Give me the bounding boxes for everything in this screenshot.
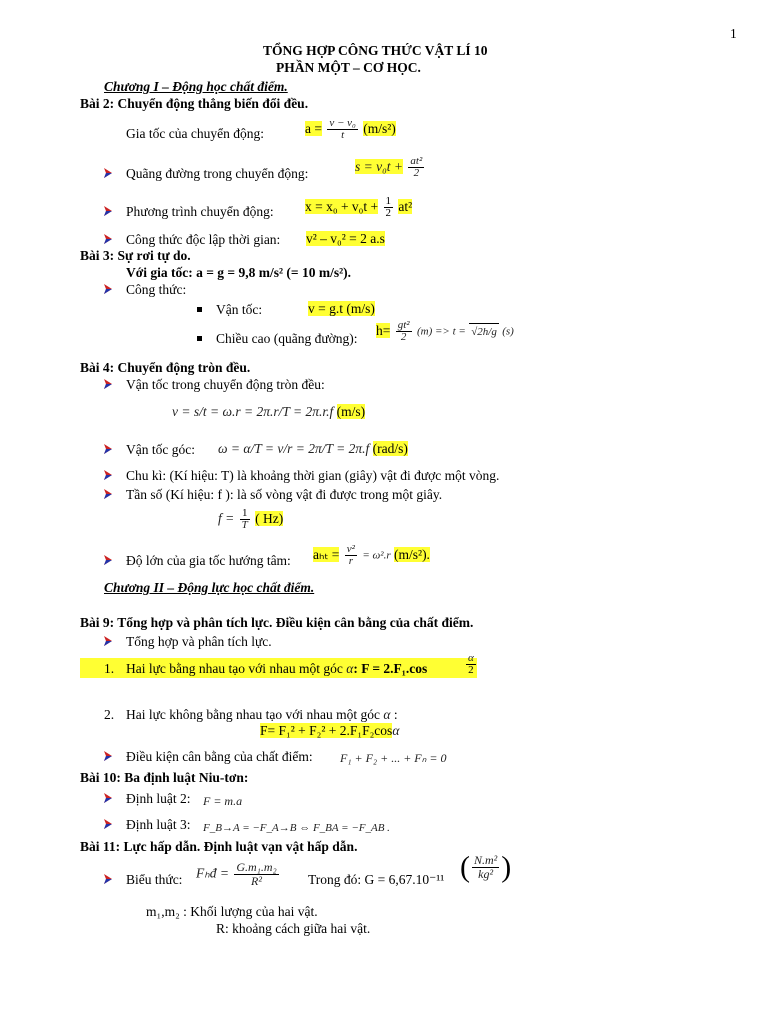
freq-unit: ( Hz) (255, 510, 284, 526)
independent-formula (306, 231, 385, 247)
distance-formula (355, 156, 426, 179)
arrow-bullet-icon (103, 818, 115, 830)
centripetal-tail: = ω².r (362, 549, 391, 562)
law2-formula: F = m.a (203, 794, 243, 808)
distance-den: 2 (413, 167, 420, 179)
arrow-bullet-icon (103, 233, 115, 245)
bai9-item2-label: Hai lực không bằng nhau tạo với nhau một góc (126, 707, 381, 722)
doc-title-line2: PHẦN MỘT – CƠ HỌC. (276, 60, 421, 75)
centripetal-formula-lhs: aₕₜ = (313, 546, 340, 562)
bai3-formula-label: Công thức: (126, 282, 187, 297)
speed-label: Vận tốc trong chuyển động tròn đều: (126, 377, 325, 392)
freq-formula-lhs: f = (218, 510, 235, 526)
bai9-heading: Bài 9: Tổng hợp và phân tích lực. Điều kiện cân bằng của chất điểm. (80, 615, 474, 630)
arrow-bullet-icon (103, 378, 115, 390)
bai3-heading: Bài 3: Sự rơi tự do. (80, 248, 191, 263)
height-den: 2 (400, 331, 407, 343)
accel-formula-lhs: a = (305, 120, 322, 136)
expression-num: G.m₁.m₂ (236, 860, 277, 874)
mass-description: m₁,m₂ : Khối lượng của hai vật. (146, 904, 318, 919)
bai9-item2-formula-text: F= F₁² + F₂² + 2.F₁F₂cos (260, 723, 393, 738)
arrow-bullet-icon (103, 554, 115, 566)
equation-tail: at² (398, 198, 413, 214)
expression-den: R² (251, 874, 262, 888)
height-unit: (s) (502, 325, 514, 338)
height-tail: (m) => t = (416, 325, 466, 338)
bai9-item1-text: Hai lực bằng nhau tạo với nhau một góc α: F = 2.F₁.cos (126, 661, 428, 676)
speed-formula (172, 404, 365, 420)
arrow-bullet-icon (103, 283, 115, 295)
arrow-bullet-icon (103, 635, 115, 647)
bai3-subheading: Với gia tốc: a = g = 9,8 m/s² (= 10 m/s²). (126, 265, 351, 280)
distance-formula-lhs: s = v₀t + (355, 158, 404, 174)
doc-title-line1: TỔNG HỢP CÔNG THỨC VẬT LÍ 10 (263, 43, 488, 58)
chapter1-heading: Chương I – Động học chất điểm. (104, 79, 288, 94)
square-bullet-icon (197, 336, 202, 341)
accel-label: Gia tốc của chuyển động: (126, 126, 264, 141)
freq-formula: f = $\frac{1}{T}$ ( Hz) (218, 507, 284, 531)
equation-label: Phương trình chuyển động: (126, 204, 274, 219)
angular-formula (218, 441, 408, 457)
velocity-formula (308, 301, 375, 317)
accel-formula (305, 118, 396, 141)
bai9-item2-num: 2. (104, 707, 115, 722)
velocity-formula-text: v = g.t (m/s) (308, 301, 375, 316)
gravity-constant-text: Trong đó: G = 6,67.10⁻¹¹ (308, 872, 445, 887)
angular-unit: (rad/s) (372, 441, 408, 456)
expression-formula-lhs: Fₕđ = (196, 865, 229, 881)
gravity-unit: ( $\frac{\text{N.m²}}{\text{kg²}}$ ) (460, 850, 512, 884)
centripetal-label: Độ lớn của gia tốc hướng tâm: (126, 553, 291, 568)
height-num: gt² (397, 319, 410, 331)
bai9-item2-formula: F= F₁² + F₂² + 2.F₁F₂cosα (260, 723, 400, 738)
arrow-bullet-icon (103, 443, 115, 455)
distance-fraction (408, 156, 424, 179)
independent-formula-text: v² – v₀² = 2 a.s (306, 231, 385, 246)
accel-den: t (341, 129, 345, 141)
distance-description: R: khoảng cách giữa hai vật. (216, 921, 371, 936)
bai11-heading: Bài 11: Lực hấp dẫn. Định luật vạn vật hấp dẫn. (80, 839, 358, 854)
law3-label: Định luật 3: (126, 817, 191, 832)
velocity-label: Vận tốc: (216, 302, 263, 317)
bai9-item1-formula: : F = 2.F₁.cos (353, 661, 428, 676)
height-fraction (396, 320, 412, 343)
square-bullet-icon (197, 307, 202, 312)
bai10-heading: Bài 10: Ba định luật Niu-tơn: (80, 770, 249, 785)
height-formula-lhs: h= (376, 322, 391, 338)
arrow-bullet-icon (103, 205, 115, 217)
law3-formula: F_B→A = −F_A→B ⇔ F_BA = −F_AB . (203, 822, 390, 834)
freq-text: Tần số (Kí hiệu: f ): là số vòng vật đi được trong một giây. (126, 487, 443, 502)
gravity-unit-num: N.m² (474, 853, 498, 867)
centripetal-formula: aₕₜ = $\frac{\text{v²}}{r}$ = ω².r (m/s²). (313, 543, 430, 567)
bai9-intro: Tổng hợp và phân tích lực. (126, 634, 272, 649)
arrow-bullet-icon (103, 469, 115, 481)
equilibrium-formula: F₁ + F₂ + ... + Fₙ = 0 (340, 751, 447, 765)
angular-formula-text: ω = α/T = v/r = 2π/T = 2π.f (218, 441, 370, 456)
period-text: Chu kì: (Kí hiệu: T) là khoảng thời gian (giây) vật đi được một vòng. (126, 468, 500, 483)
chapter2-heading: Chương II – Động lực học chất điểm. (104, 580, 315, 595)
height-label: Chiều cao (quãng đường): (216, 331, 358, 346)
arrow-bullet-icon (103, 750, 115, 762)
law2-label: Định luật 2: (126, 791, 191, 806)
accel-fraction (327, 118, 358, 141)
speed-formula-text: v = s/t = ω.r = 2π.r/T = 2π.r.f (172, 404, 334, 419)
centripetal-unit: (m/s²). (394, 546, 430, 562)
expression-formula (196, 861, 281, 888)
accel-unit: (m/s²) (363, 120, 396, 136)
arrow-bullet-icon (103, 792, 115, 804)
arrow-bullet-icon (103, 488, 115, 500)
equation-formula-lhs: x = x₀ + v₀t + (305, 198, 379, 214)
page-number: 1 (730, 26, 737, 41)
independent-label: Công thức độc lập thời gian: (126, 232, 281, 247)
alpha-half-fraction: $\frac{\alpha}{2}$ (468, 652, 474, 676)
bai9-item1-label: Hai lực bằng nhau tạo với nhau một góc (126, 661, 343, 676)
speed-unit: (m/s) (336, 404, 366, 419)
bai2-heading: Bài 2: Chuyển động thẳng biến đổi đều. (80, 96, 309, 111)
gravity-unit-den: kg² (478, 867, 494, 881)
angular-label: Vận tốc góc: (126, 442, 195, 457)
expression-label: Biểu thức: (126, 872, 183, 887)
accel-num: v − v₀ (329, 117, 356, 129)
bai9-item1-num: 1. (104, 661, 115, 676)
equilibrium-label: Điều kiện cân bằng của chất điểm: (126, 749, 313, 764)
equation-formula (305, 196, 412, 219)
distance-num: at² (410, 155, 423, 167)
equation-fraction: $\frac{1}{2}$ (385, 195, 392, 219)
gravity-constant (308, 872, 444, 888)
bai4-heading: Bài 4: Chuyển động tròn đều. (80, 360, 251, 375)
bai9-item2-text: Hai lực không bằng nhau tạo với nhau một góc α : (126, 707, 398, 722)
height-sqrt: 2h/g (477, 325, 497, 338)
height-formula: h= $\frac{\text{gt²}}{2}$ (m) => t = √2h/g (s) (376, 319, 514, 343)
distance-label: Quãng đường trong chuyển động: (126, 166, 309, 181)
arrow-bullet-icon (103, 167, 115, 179)
arrow-bullet-icon (103, 873, 115, 885)
